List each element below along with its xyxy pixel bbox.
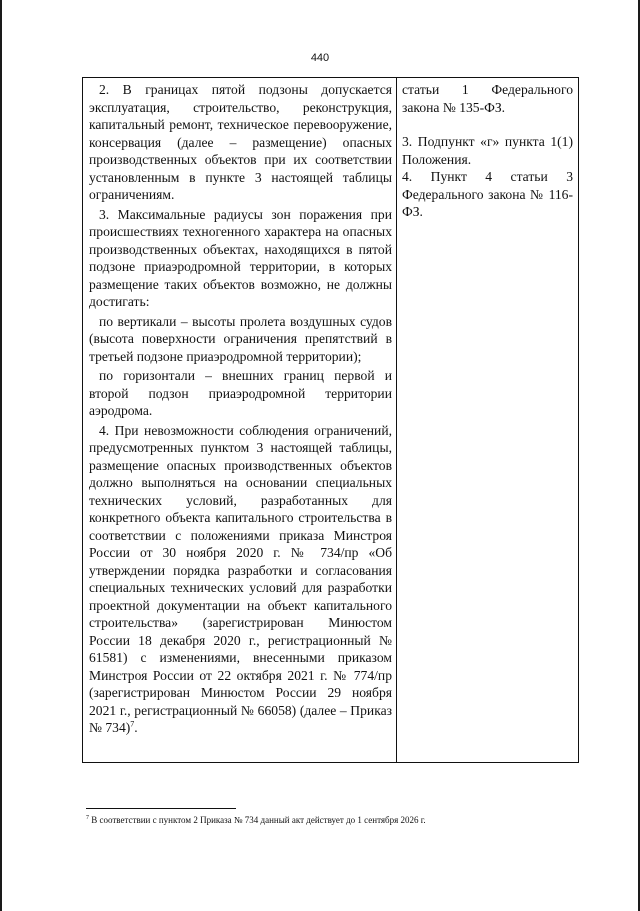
- scan-edge-left: [0, 0, 2, 911]
- left-paragraph-2: 2. В границах пятой подзоны допускается эксплуатация, строительство, реконструкция, капитальный ремонт, техническое перевооружение, консервация (далее – размещение) опасных производственных объектов при их соответствии установленным в пункте 3 настоящей таблицы ограничениям.: [89, 82, 392, 202]
- footnote-ref: 7: [130, 719, 135, 729]
- column-divider: [396, 78, 397, 762]
- page-number: 440: [310, 52, 330, 64]
- footnote-text: В соответствии с пунктом 2 Приказа № 734 данный акт действует до 1 сентября 2026 г.: [91, 815, 426, 825]
- right-paragraph-1: статьи 1 Федерального закона № 135-ФЗ.: [402, 82, 573, 115]
- period: .: [134, 720, 138, 735]
- footnote: [86, 815, 556, 826]
- left-paragraph-4: [89, 422, 392, 737]
- right-paragraph-3: 3. Подпункт «г» пункта 1(1) Положения.: [402, 134, 573, 167]
- left-paragraph-4-text: 4. При невозможности соблюдения ограничений, предусмотренных пунктом 3 настоящей таблицы, размещение опасных производственных объектов должно выполняться на основании специальных технических условий, разработанных для конкретного объекта капитального строительства в соответствии с положениями приказа Минстроя России от 30 ноября 2020 г. № 734/пр «Об утверждении порядка разработки и согласования специальных технических условий для разработки проектной документации на объект капитального строительства» (зарегистрирован Минюстом России 18 декабря 2020 г., регистрационный № 61581) с изменениями, внесенными приказом Минстроя России от 22 октября 2021 г. № 774/пр (зарегистрирован Минюстом России 29 ноября 2021 г., регистрационный № 66058) (далее – Приказ № 734): [89, 422, 392, 735]
- footnote-marker: 7: [86, 815, 89, 821]
- right-paragraph-4: 4. Пункт 4 статьи 3 Федерального закона № 116-ФЗ.: [402, 169, 573, 219]
- left-paragraph-horizontal: по горизонтали – внешних границ первой и второй подзон приаэродромной территории аэродрома.: [89, 368, 392, 418]
- table-left-column: [89, 81, 392, 737]
- left-paragraph-3: 3. Максимальные радиусы зон поражения при происшествиях техногенного характера на опасных производственных объектах, находящихся в пятой подзоне приаэродромной территории, в которых размещение таких объектов возможно, не должны достигать:: [89, 206, 392, 309]
- table-right-column: [402, 81, 573, 221]
- footnote-rule: [86, 808, 236, 809]
- regulation-table: [82, 77, 579, 763]
- left-paragraph-vertical: по вертикали – высоты пролета воздушных судов (высота поверхности ограничения препятствий в третьей подзоне приаэродромной территории);: [89, 313, 392, 364]
